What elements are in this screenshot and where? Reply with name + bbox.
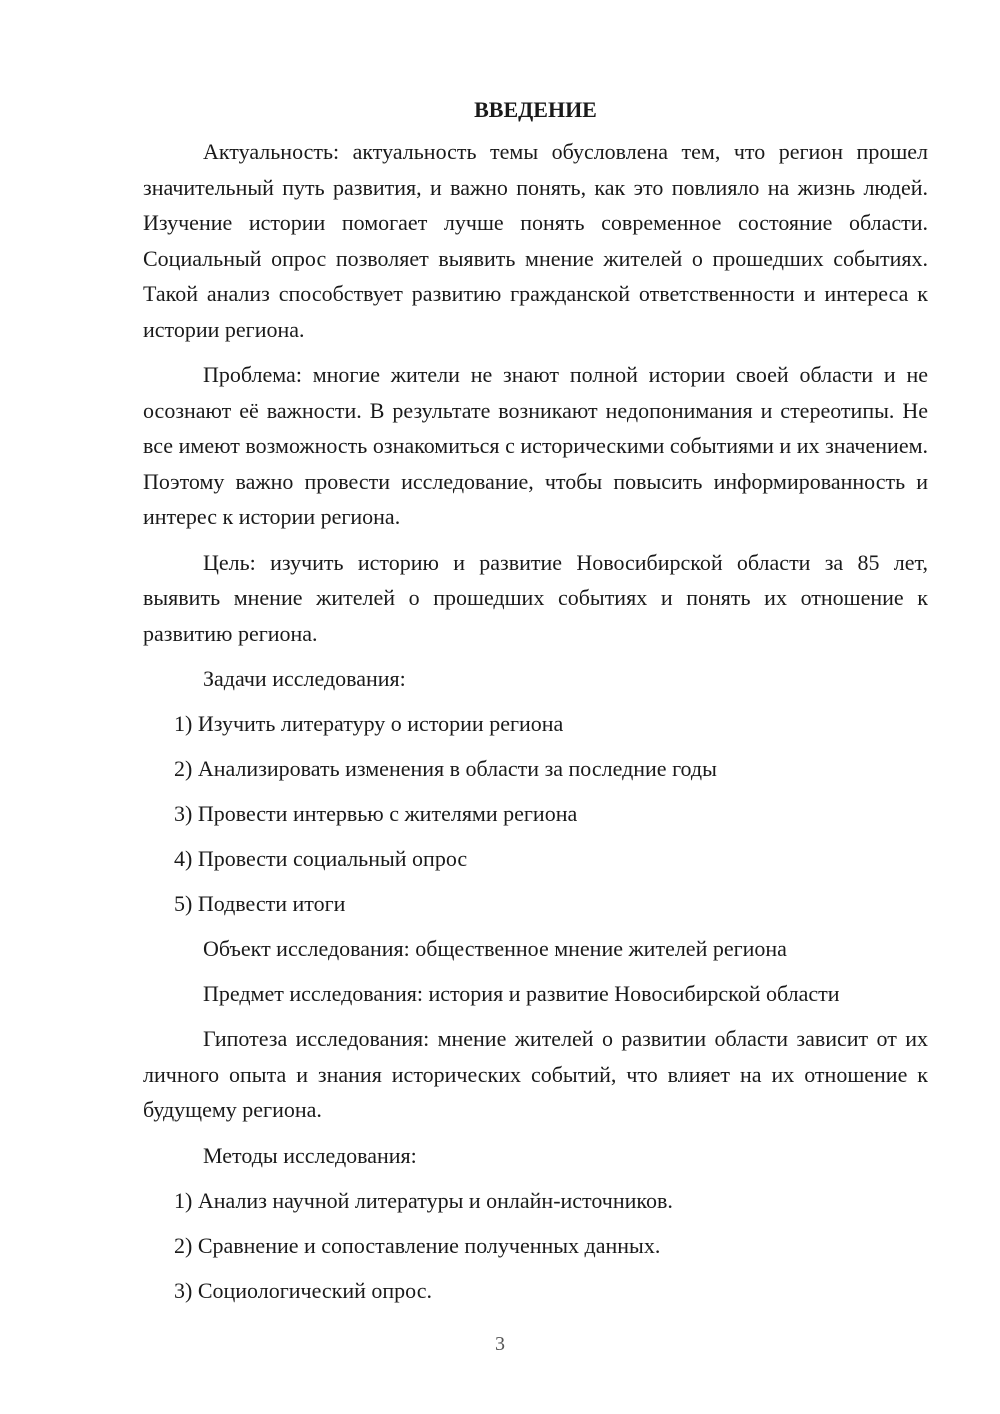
methods-list — [143, 1183, 928, 1309]
page-number: 3 — [495, 1333, 505, 1355]
list-item: 3) Социологический опрос. — [174, 1277, 432, 1303]
methods-heading: Методы исследования: — [203, 1142, 417, 1168]
section-title: ВВЕДЕНИЕ — [474, 97, 597, 122]
list-item: 4) Провести социальный опрос — [174, 846, 468, 871]
list-item: 1) Изучить литературу о истории региона — [174, 711, 564, 736]
subject-line: Предмет исследования: история и развитие Новосибирской области — [203, 981, 840, 1006]
list-item: 2) Сравнение и сопоставление полученных данных. — [174, 1232, 661, 1258]
tasks-list — [143, 706, 928, 922]
document-page — [143, 92, 928, 1318]
list-item: 5) Подвести итоги — [174, 891, 346, 916]
list-item: 2) Анализировать изменения в области за последние годы — [174, 756, 717, 781]
object-line: Объект исследования: общественное мнение жителей региона — [203, 936, 787, 961]
relevance-paragraph: Актуальность: актуальность темы обусловлена тем, что регион прошел значительный путь развития, и важно понять, как это повлияло на жизнь людей. Изучение истории помогает лучше понять современное состояние области. Социальный опрос позволяет выявить мнение жителей о прошедших событиях. Такой анализ способствует развитию гражданской ответственности и интереса к истории региона. — [143, 139, 928, 342]
list-item: 1) Анализ научной литературы и онлайн-источников. — [174, 1187, 673, 1213]
goal-paragraph: Цель: изучить историю и развитие Новосибирской области за 85 лет, выявить мнение жителей о прошедших событиях и понять их отношение к развитию региона. — [143, 549, 928, 646]
problem-paragraph: Проблема: многие жители не знают полной истории своей области и не осознают её важности. В результате возникают недопонимания и стереотипы. Не все имеют возможность ознакомиться с историческими событиями и их значением. Поэтому важно провести исследование, чтобы повысить информированность и интерес к истории региона. — [143, 362, 928, 529]
list-item: 3) Провести интервью с жителями региона — [174, 801, 578, 826]
tasks-heading: Задачи исследования: — [203, 666, 406, 691]
hypothesis-paragraph: Гипотеза исследования: мнение жителей о развитии области зависит от их личного опыта и знания исторических событий, что влияет на их отношение к будущему региона. — [143, 1026, 928, 1122]
